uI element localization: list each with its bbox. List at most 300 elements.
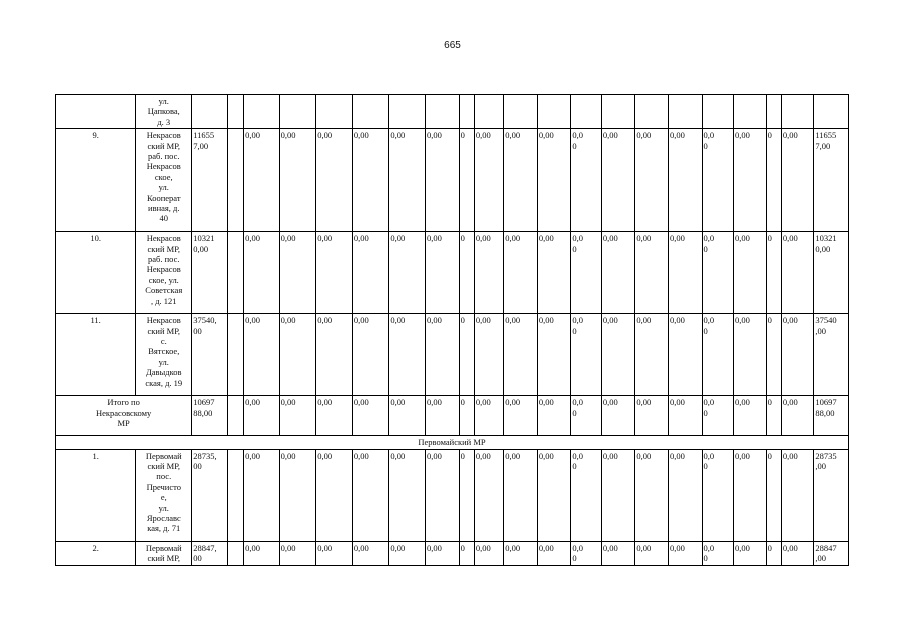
cell-line: 0,00 — [245, 130, 260, 141]
cell-line: 0 — [767, 450, 772, 461]
cell-line: 28847 — [815, 542, 837, 553]
cell-line: е, — [160, 492, 167, 503]
value-cell — [279, 541, 316, 565]
cell-line: 0,00 — [280, 397, 296, 408]
value-cell — [781, 541, 814, 565]
cell-line: ский МР, — [147, 553, 180, 564]
cell-line: 40 — [159, 213, 169, 224]
value-cell — [389, 541, 426, 565]
value-cell — [734, 314, 767, 396]
row-number-cell — [56, 232, 136, 314]
value-cell — [702, 541, 734, 565]
cell-line: ул. — [158, 96, 169, 106]
cell-line: 0,00 — [505, 233, 521, 244]
cell-line: 0,00 — [782, 542, 798, 553]
value-cell — [279, 314, 316, 396]
cell-line: 0,00 — [475, 233, 491, 244]
total-cost-cell — [192, 232, 228, 314]
value-cell — [426, 396, 460, 436]
cell-line: 88,00 — [815, 407, 835, 418]
cell-line: 0 — [767, 130, 772, 141]
cell-line: 0,00 — [538, 315, 554, 326]
value-cell — [459, 396, 474, 436]
cell-line: ский МР, — [147, 461, 180, 472]
cell-line: 0 — [460, 450, 465, 461]
row-total-cell — [814, 232, 849, 314]
value-cell — [537, 95, 571, 129]
cell-line: Некрасов — [146, 130, 181, 141]
cell-line: 0,00 — [193, 243, 209, 254]
value-cell — [668, 449, 702, 541]
value-cell — [734, 396, 767, 436]
cell-line: 0,00 — [538, 542, 554, 553]
cell-line: 0,00 — [669, 233, 685, 244]
cell-line: 0,00 — [602, 397, 618, 408]
cell-line: ,00 — [815, 553, 826, 564]
cell-line: 0,00 — [353, 130, 369, 141]
value-cell — [352, 541, 389, 565]
total-cost-cell — [192, 396, 228, 436]
cell-line: 0 — [572, 553, 577, 564]
value-cell — [781, 314, 814, 396]
value-cell — [635, 129, 669, 232]
cell-line: 0,00 — [602, 450, 618, 461]
cell-line: ,00 — [815, 325, 826, 336]
cell-line: 0,00 — [317, 397, 333, 408]
value-cell — [504, 449, 538, 541]
cell-line: 0,00 — [636, 130, 652, 141]
value-cell — [474, 314, 503, 396]
value-cell — [766, 541, 781, 565]
value-cell — [474, 449, 503, 541]
value-cell — [668, 541, 702, 565]
cell-line: с. — [160, 336, 167, 347]
cell-line: 0 — [572, 407, 577, 418]
cell-line: 0 — [460, 315, 465, 326]
cell-line: 00 — [193, 553, 202, 564]
total-row — [56, 396, 849, 436]
cell-line: 0 — [460, 542, 465, 553]
cell-line: раб. пос. — [148, 151, 180, 162]
value-cell — [504, 95, 538, 129]
cell-line: 0,0 — [703, 542, 715, 553]
value-cell — [601, 314, 635, 396]
cell-line: 0 — [703, 325, 708, 336]
value-cell — [814, 95, 849, 129]
value-cell — [227, 129, 243, 232]
cell-line: 0,00 — [390, 315, 406, 326]
table-row — [56, 449, 849, 541]
cell-line: 0,00 — [505, 542, 521, 553]
cell-line: 10697 — [815, 397, 837, 408]
total-cost-cell — [192, 449, 228, 541]
cell-line: 28847, — [193, 542, 217, 553]
value-cell — [474, 95, 503, 129]
value-cell — [702, 314, 734, 396]
value-cell — [781, 95, 814, 129]
cell-line: 0,00 — [317, 130, 333, 141]
cell-line: Некрасов — [146, 264, 181, 275]
cell-line: 0,00 — [317, 315, 333, 326]
value-cell — [352, 449, 389, 541]
value-cell — [601, 396, 635, 436]
value-cell — [459, 95, 474, 129]
cell-line: 0,00 — [782, 397, 798, 408]
value-cell — [279, 95, 316, 129]
cell-line: 0 — [460, 130, 465, 141]
value-cell — [571, 541, 602, 565]
value-cell — [571, 314, 602, 396]
value-cell — [316, 541, 353, 565]
cell-line: кая, д. 71 — [147, 523, 181, 534]
value-cell — [244, 129, 280, 232]
cell-line: 0,0 — [572, 233, 583, 244]
cell-line: 0,00 — [353, 542, 369, 553]
cell-line: 11655 — [815, 130, 837, 141]
value-cell — [227, 314, 243, 396]
cell-line: 0,00 — [245, 233, 260, 244]
cell-line: 0,00 — [353, 315, 369, 326]
value-cell — [601, 449, 635, 541]
cell-line: Цапкова, — [147, 106, 180, 117]
cell-line: 10. — [90, 233, 101, 244]
cell-line: 88,00 — [193, 407, 213, 418]
cell-line: 0,00 — [390, 233, 406, 244]
cell-line: 0,00 — [245, 450, 260, 461]
value-cell — [244, 449, 280, 541]
cell-line: 0 — [767, 315, 772, 326]
cell-line: ул. — [158, 182, 169, 193]
cell-line: 0,00 — [815, 243, 831, 254]
value-cell — [734, 541, 767, 565]
value-cell — [426, 232, 460, 314]
value-cell — [389, 95, 426, 129]
cell-line: ская, д. 19 — [145, 377, 183, 388]
cell-line: 0,00 — [427, 450, 442, 461]
cell-line: 0,00 — [602, 315, 618, 326]
cell-line: 0,00 — [427, 542, 442, 553]
row-number-cell — [56, 449, 136, 541]
value-cell — [702, 129, 734, 232]
value-cell — [459, 541, 474, 565]
cell-line: 0,00 — [505, 450, 521, 461]
cell-line: 0 — [703, 553, 708, 564]
cell-line: 0,00 — [353, 397, 369, 408]
cell-line: 0,0 — [703, 397, 715, 408]
cell-line: 1. — [92, 450, 99, 461]
address-cell — [136, 232, 192, 314]
cell-line: 0,00 — [475, 450, 491, 461]
cell-line: Некрасов — [146, 161, 181, 172]
cell-line: 0 — [703, 140, 708, 151]
cell-line: 0,00 — [505, 130, 521, 141]
value-cell — [781, 129, 814, 232]
cell-line: 0,0 — [703, 130, 715, 141]
cell-line: 0 — [703, 407, 708, 418]
value-cell — [426, 129, 460, 232]
cell-line: 11. — [90, 315, 101, 326]
cell-line: 0 — [460, 397, 465, 408]
cell-line: 0,00 — [505, 315, 521, 326]
value-cell — [227, 396, 243, 436]
cell-line: 0,00 — [636, 542, 652, 553]
value-cell — [668, 396, 702, 436]
value-cell — [781, 396, 814, 436]
cell-line: 0,00 — [602, 542, 618, 553]
value-cell — [781, 449, 814, 541]
value-cell — [474, 129, 503, 232]
cell-line: 0,00 — [669, 130, 685, 141]
cell-line: 0,0 — [703, 315, 715, 326]
address-cell — [136, 129, 192, 232]
value-cell — [459, 129, 474, 232]
cell-line: 0,00 — [636, 450, 652, 461]
value-cell — [244, 314, 280, 396]
cell-line: 0,0 — [703, 450, 715, 461]
value-cell — [668, 129, 702, 232]
cell-line: 0,00 — [353, 450, 369, 461]
value-cell — [766, 232, 781, 314]
cell-line: ское, — [154, 171, 173, 182]
cell-line: 0,00 — [669, 450, 685, 461]
row-number-cell — [56, 314, 136, 396]
section-header-row — [56, 436, 849, 449]
cell-line: 0,0 — [703, 233, 715, 244]
cell-line: 0,00 — [245, 542, 260, 553]
page-number: 665 — [444, 40, 461, 51]
cell-line: 0 — [460, 233, 465, 244]
cell-line: ,00 — [815, 461, 826, 472]
cell-line: 0,0 — [572, 542, 583, 553]
cell-line: 28735 — [815, 450, 837, 461]
value-cell — [766, 129, 781, 232]
row-total-cell — [814, 541, 849, 565]
cell-line: 0 — [572, 243, 577, 254]
value-cell — [702, 232, 734, 314]
value-cell — [316, 314, 353, 396]
value-cell — [279, 129, 316, 232]
cell-line: 0,00 — [782, 233, 798, 244]
value-cell — [537, 541, 571, 565]
cell-line: 0,00 — [636, 315, 652, 326]
cell-line: 0,00 — [390, 542, 406, 553]
cell-line: 2. — [92, 542, 99, 553]
cell-line: 0,00 — [280, 542, 296, 553]
cell-line: 0,00 — [602, 233, 618, 244]
cell-line: 0,00 — [782, 450, 798, 461]
value-cell — [635, 232, 669, 314]
value-cell — [537, 232, 571, 314]
value-cell — [635, 95, 669, 129]
value-cell — [601, 95, 635, 129]
cell-line: Советская — [145, 285, 183, 296]
cell-line: 0,00 — [280, 315, 296, 326]
address-cell — [136, 95, 192, 129]
cell-line: 0 — [572, 461, 577, 472]
cell-line: 7,00 — [193, 140, 209, 151]
cell-line: Итого по — [107, 397, 140, 408]
value-cell — [635, 541, 669, 565]
value-cell — [504, 232, 538, 314]
cell-line: 0,00 — [782, 130, 798, 141]
row-number-cell — [56, 541, 136, 565]
cell-line: 37540 — [815, 315, 837, 326]
value-cell — [635, 396, 669, 436]
value-cell — [192, 95, 228, 129]
value-cell — [316, 232, 353, 314]
cell-line: 0 — [572, 140, 577, 151]
value-cell — [702, 449, 734, 541]
cell-line: 0,00 — [390, 130, 406, 141]
value-cell — [734, 95, 767, 129]
cell-line: 0,00 — [669, 397, 685, 408]
cell-line: 0,00 — [280, 233, 296, 244]
value-cell — [227, 541, 243, 565]
value-cell — [426, 314, 460, 396]
cell-line: 0,00 — [427, 397, 442, 408]
row-total-cell — [814, 396, 849, 436]
value-cell — [316, 396, 353, 436]
cell-line: 0,00 — [669, 542, 685, 553]
cell-line: 0,00 — [475, 130, 491, 141]
row-total-cell — [814, 449, 849, 541]
value-cell — [537, 129, 571, 232]
value-cell — [352, 314, 389, 396]
cell-line: ивная, д. — [148, 203, 180, 214]
value-cell — [766, 396, 781, 436]
value-cell — [244, 396, 280, 436]
total-cost-cell — [192, 129, 228, 232]
value-cell — [504, 396, 538, 436]
cell-line: 0,00 — [636, 397, 652, 408]
value-cell — [459, 449, 474, 541]
total-cost-cell — [192, 314, 228, 396]
address-cell — [136, 449, 192, 541]
cell-line: 0,00 — [735, 542, 750, 553]
cell-line: 0,00 — [735, 397, 750, 408]
cell-line: 0,00 — [475, 542, 491, 553]
cell-line: , д. 121 — [150, 295, 177, 306]
value-cell — [571, 396, 602, 436]
value-cell — [571, 95, 602, 129]
value-cell — [504, 541, 538, 565]
value-cell — [389, 449, 426, 541]
value-cell — [635, 314, 669, 396]
cell-line: 0 — [767, 542, 772, 553]
cell-line: 0,0 — [572, 315, 583, 326]
table-row — [56, 541, 849, 565]
value-cell — [601, 232, 635, 314]
cell-line: 0,00 — [475, 315, 491, 326]
value-cell — [389, 129, 426, 232]
cell-line: Некрасов — [146, 233, 181, 244]
cell-line: 37540, — [193, 315, 217, 326]
value-cell — [668, 232, 702, 314]
cell-line: 0,00 — [427, 233, 442, 244]
address-cell — [136, 314, 192, 396]
value-cell — [316, 129, 353, 232]
cell-line: 0 — [767, 397, 772, 408]
value-cell — [766, 449, 781, 541]
value-cell — [227, 449, 243, 541]
cell-line: Вятское, — [148, 346, 180, 357]
cell-line: 0,00 — [505, 397, 521, 408]
cell-line: 10321 — [815, 233, 837, 244]
value-cell — [571, 232, 602, 314]
value-cell — [537, 449, 571, 541]
row-total-cell — [814, 314, 849, 396]
cell-line: Кооперат — [146, 192, 181, 203]
value-cell — [279, 232, 316, 314]
value-cell — [227, 232, 243, 314]
cell-line: 0,00 — [475, 397, 491, 408]
value-cell — [352, 95, 389, 129]
section-title: Первомайский МР — [56, 436, 849, 449]
row-number-cell — [56, 95, 136, 129]
table-row — [56, 129, 849, 232]
cell-line: 0,00 — [538, 130, 554, 141]
value-cell — [352, 232, 389, 314]
cell-line: пос. — [156, 471, 172, 482]
value-cell — [459, 232, 474, 314]
cell-line: 0,00 — [280, 450, 296, 461]
budget-table — [55, 94, 849, 566]
cell-line: 00 — [193, 461, 202, 472]
value-cell — [781, 232, 814, 314]
cell-line: 7,00 — [815, 140, 831, 151]
cell-line: Ярославс — [146, 513, 181, 524]
cell-line: 0,00 — [636, 233, 652, 244]
value-cell — [702, 396, 734, 436]
value-cell — [459, 314, 474, 396]
cell-line: 0,00 — [390, 397, 406, 408]
value-cell — [734, 449, 767, 541]
value-cell — [571, 449, 602, 541]
cell-line: 0,00 — [735, 233, 750, 244]
cell-line: 0,00 — [602, 130, 618, 141]
cell-line: 0,00 — [735, 315, 750, 326]
cell-line: 28735, — [193, 450, 217, 461]
value-cell — [537, 314, 571, 396]
cell-line: д. 3 — [157, 116, 171, 127]
value-cell — [279, 396, 316, 436]
total-cost-cell — [192, 541, 228, 565]
cell-line: ул. — [158, 356, 169, 367]
value-cell — [389, 314, 426, 396]
value-cell — [227, 95, 243, 129]
cell-line: Первомай — [145, 542, 182, 553]
cell-line: ский МР, — [147, 243, 180, 254]
cell-line: ское, ул. — [148, 274, 179, 285]
cell-line: 0,00 — [782, 315, 798, 326]
cell-line: 0,00 — [427, 315, 442, 326]
cell-line: 0,00 — [353, 233, 369, 244]
value-cell — [389, 232, 426, 314]
value-cell — [668, 95, 702, 129]
cell-line: ский МР, — [147, 140, 180, 151]
cell-line: Давыдков — [145, 367, 182, 378]
cell-line: 9. — [92, 130, 99, 141]
cell-line: 0,00 — [538, 450, 554, 461]
value-cell — [474, 232, 503, 314]
value-cell — [668, 314, 702, 396]
cell-line: 0 — [572, 325, 577, 336]
value-cell — [734, 129, 767, 232]
cell-line: 0 — [703, 461, 708, 472]
address-cell — [136, 541, 192, 565]
cell-line: 0 — [767, 233, 772, 244]
value-cell — [474, 541, 503, 565]
